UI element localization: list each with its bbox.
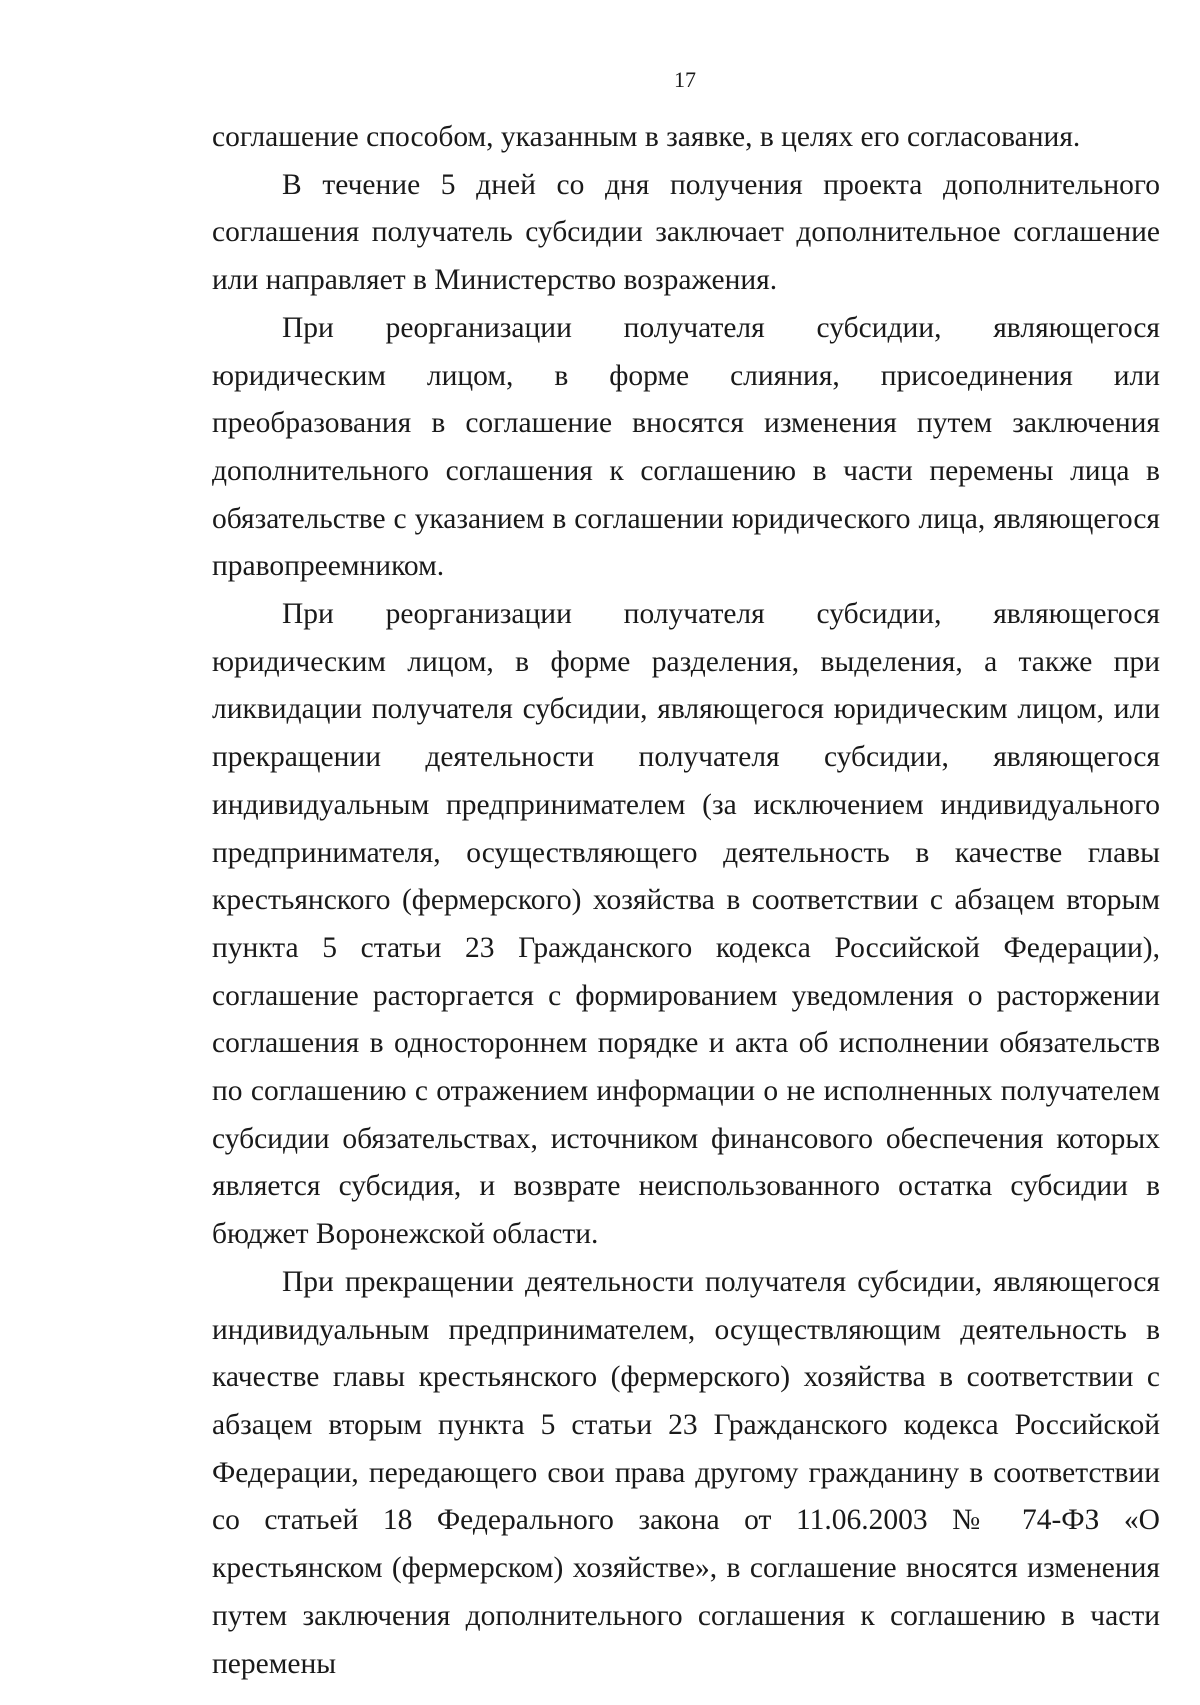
paragraph-farm-termination: При прекращении деятельности получателя субсидии, являющегося индивидуальным предпринимателем, осуществляющим деятельность в качестве главы крестьянского (фермерского) хозяйства в соответствии с абзацем вторым пункта 5 статьи 23 Гражданского кодекса Российской Федерации, передающего свои права другому гражданину в соответствии со статьей 18 Федерального закона от 11.06.2003 № 74-ФЗ «О крестьянском (фермерском) хозяйстве», в соглашение вносятся изменения путем заключения дополнительного соглашения к соглашению в части перемены: [212, 1265, 1160, 1680]
document-body: [212, 114, 1160, 1688]
page-number: 17: [674, 67, 696, 92]
paragraph-reorganization-merger: При реорганизации получателя субсидии, являющегося юридическим лицом, в форме слияния, присоединения или преобразования в соглашение вносятся изменения путем заключения дополнительного соглашения к соглашению в части перемены лица в обязательстве с указанием в соглашении юридического лица, являющегося правопреемником.: [212, 311, 1160, 583]
paragraph-continuation: соглашение способом, указанным в заявке, в целях его согласования.: [212, 121, 1081, 153]
paragraph-reorganization-division: При реорганизации получателя субсидии, являющегося юридическим лицом, в форме разделения, выделения, а также при ликвидации получателя субсидии, являющегося юридическим лицом, или прекращении деятельности получателя субсидии, являющегося индивидуальным предпринимателем (за исключением индивидуального предпринимателя, осуществляющего деятельность в качестве главы крестьянского (фермерского) хозяйства в соответствии с абзацем вторым пункта 5 статьи 23 Гражданского кодекса Российской Федерации), соглашение расторгается с формированием уведомления о расторжении соглашения в одностороннем порядке и акта об исполнении обязательств по соглашению с отражением информации о не исполненных получателем субсидии обязательствах, источником финансового обеспечения которых является субсидия, и возврате неиспользованного остатка субсидии в бюджет Воронежской области.: [212, 598, 1160, 1251]
paragraph-additional-agreement-term: В течение 5 дней со дня получения проекта дополнительного соглашения получатель субсидии заключает дополнительное соглашение или направляет в Министерство возражения.: [212, 168, 1160, 297]
